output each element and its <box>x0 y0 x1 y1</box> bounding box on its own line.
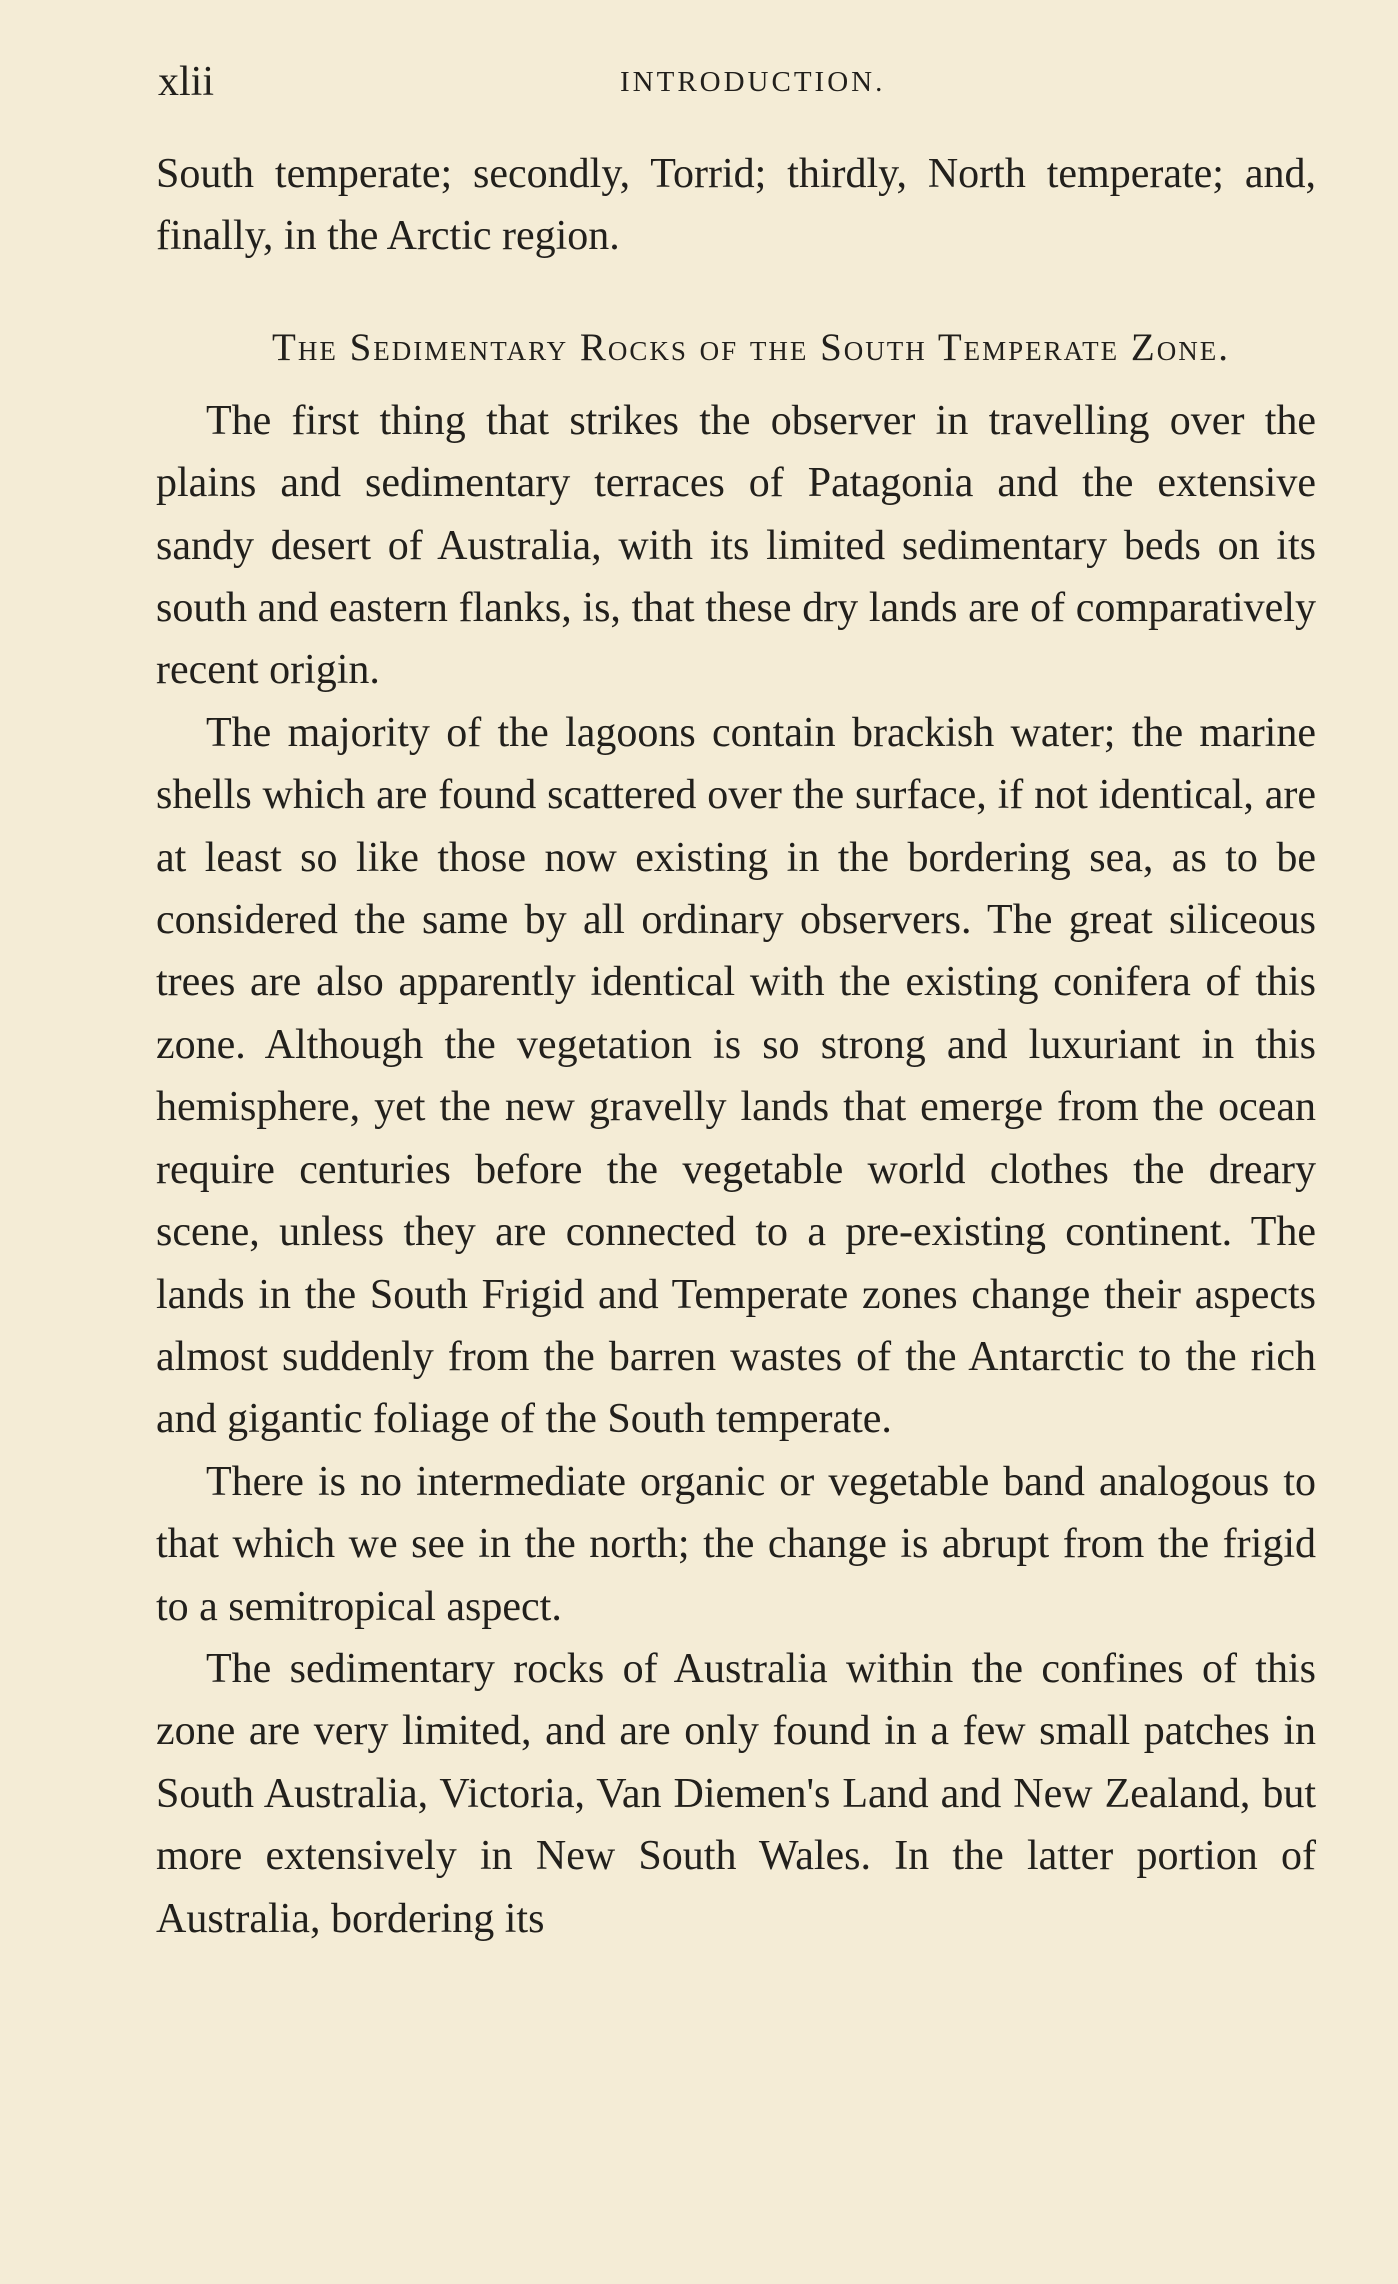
page-number: xlii <box>158 59 215 105</box>
running-title: INTRODUCTION. <box>620 66 886 98</box>
paragraph: The majority of the lagoons contain brackish water; the marine shells which are found scattered over the surface, if not identical, are at least so like those now existing in the bordering sea, as to be considered the same by all ordinary observers. The great siliceous trees are also apparently identical with the existing conifera of this zone. Although the vegetation is so strong and luxuriant in this hemisphere, yet the new gravelly lands that emerge from the ocean require centuries before the vegetable world clothes the dreary scene, unless they are connected to a pre-existing continent. The lands in the South Frigid and Temperate zones change their aspects almost suddenly from the barren wastes of the Antarctic to the rich and gigantic foliage of the South temperate. <box>156 709 1316 1443</box>
section-heading: The Sedimentary Rocks of the South Temperate Zone. <box>272 325 1230 369</box>
paragraph: The sedimentary rocks of Australia within the confines of this zone are very limited, and are only found in a few small patches in South Australia, Victoria, Van Diemen's Land and New Zealand, but more extensively in New South Wales. In the latter portion of Australia, bordering its <box>156 1645 1316 1942</box>
continuation-paragraph: South temperate; secondly, Torrid; thirdly, North temperate; and, finally, in the Arctic region. <box>156 151 1316 260</box>
text-block <box>156 143 1316 1950</box>
paragraph: There is no intermediate organic or vegetable band analogous to that which we see in the north; the change is abrupt from the frigid to a semitropical aspect. <box>156 1458 1316 1630</box>
running-head <box>158 52 1318 112</box>
paragraph: The first thing that strikes the observer in travelling over the plains and sedimentary terraces of Patagonia and the extensive sandy desert of Australia, with its limited sedimentary beds on its south and eastern flanks, is, that these dry lands are of comparatively recent origin. <box>156 397 1316 694</box>
